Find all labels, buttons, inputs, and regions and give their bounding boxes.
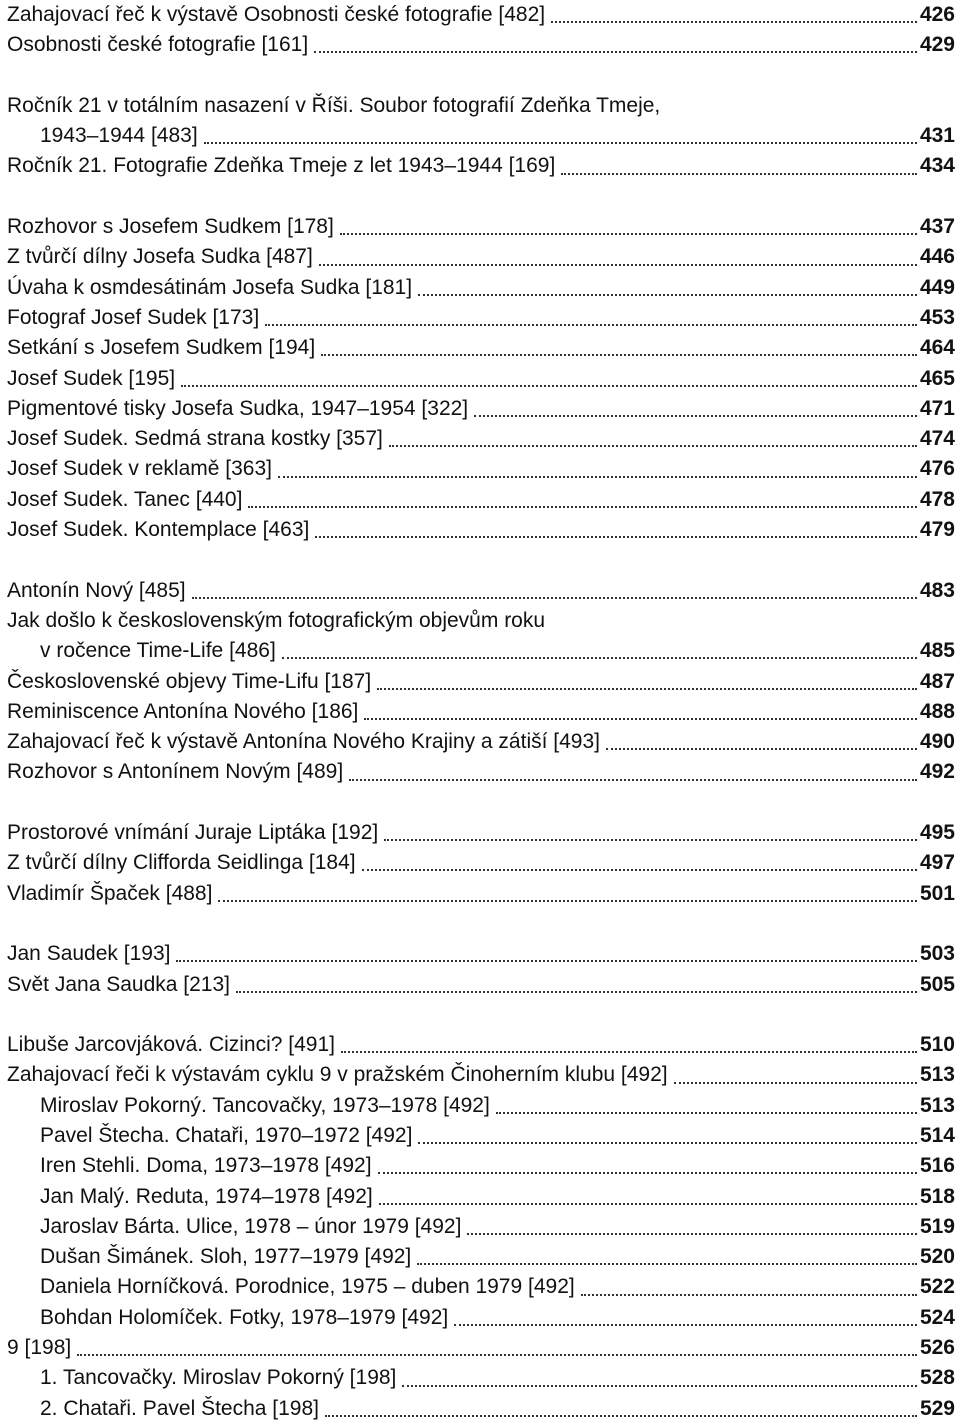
entry-title: Iren Stehli. Doma, 1973–1978 [492] bbox=[40, 1154, 372, 1178]
entry-title: Z tvůrčí dílny Josefa Sudka [487] bbox=[7, 245, 313, 269]
entry-title: Úvaha k osmdesátinám Josefa Sudka [181] bbox=[7, 275, 413, 299]
entry-title: Miroslav Pokorný. Tancovačky, 1973–1978 [492] bbox=[40, 1093, 490, 1117]
page-number: 497 bbox=[919, 851, 955, 875]
page-number: 490 bbox=[919, 730, 955, 754]
section-gap bbox=[7, 545, 955, 575]
page-number: 510 bbox=[919, 1033, 955, 1057]
dot-leader bbox=[265, 324, 917, 326]
toc-entry[interactable] bbox=[7, 212, 955, 242]
entry-title: Daniela Horníčková. Porodnice, 1975 – duben 1979 [492] bbox=[40, 1275, 575, 1299]
entry-title: Pavel Štecha. Chataři, 1970–1972 [492] bbox=[40, 1123, 413, 1147]
toc-section bbox=[7, 91, 955, 182]
toc-entry[interactable] bbox=[7, 1242, 955, 1272]
page-number: 495 bbox=[919, 821, 955, 845]
dot-leader bbox=[379, 1203, 917, 1205]
dot-leader bbox=[581, 1294, 917, 1296]
entry-title: Jan Malý. Reduta, 1974–1978 [492] bbox=[40, 1184, 373, 1208]
entry-title: Rozhovor s Antonínem Novým [489] bbox=[7, 760, 344, 784]
toc-entry-title-line bbox=[7, 606, 955, 636]
page-number: 526 bbox=[919, 1336, 955, 1360]
dot-leader bbox=[418, 1142, 917, 1144]
section-gap bbox=[7, 1000, 955, 1030]
page-number: 514 bbox=[919, 1123, 955, 1147]
entry-title: Československé objevy Time-Lifu [187] bbox=[7, 669, 372, 693]
entry-title: Z tvůrčí dílny Clifforda Seidlinga [184] bbox=[7, 851, 356, 875]
toc-entry[interactable] bbox=[7, 879, 955, 909]
page-number: 522 bbox=[919, 1275, 955, 1299]
dot-leader bbox=[315, 536, 917, 538]
dot-leader bbox=[496, 1112, 917, 1114]
dot-leader bbox=[551, 21, 917, 23]
dot-leader bbox=[378, 1172, 917, 1174]
entry-title: Jan Saudek [193] bbox=[7, 942, 171, 966]
page-number: 478 bbox=[919, 487, 955, 511]
toc-section bbox=[7, 0, 955, 61]
entry-title-first-line: Ročník 21 v totálním nasazení v Říši. Soubor fotografií Zdeňka Tmeje, bbox=[7, 93, 661, 117]
dot-leader bbox=[362, 869, 917, 871]
page-number: 426 bbox=[919, 3, 955, 26]
dot-leader bbox=[377, 688, 917, 690]
page-number: 431 bbox=[919, 124, 955, 148]
entry-title: Rozhovor s Josefem Sudkem [178] bbox=[7, 215, 334, 239]
page-number: 449 bbox=[919, 275, 955, 299]
entry-title: Zahajovací řeč k výstavě Osobnosti české fotografie [482] bbox=[7, 3, 546, 26]
dot-leader bbox=[282, 657, 917, 659]
toc-entry[interactable] bbox=[7, 1212, 955, 1242]
dot-leader bbox=[417, 1263, 917, 1265]
dot-leader bbox=[454, 1324, 917, 1326]
dot-leader bbox=[402, 1385, 917, 1387]
entry-title: Josef Sudek [195] bbox=[7, 366, 176, 390]
toc-entry[interactable] bbox=[7, 576, 955, 606]
toc-section bbox=[7, 1030, 955, 1424]
toc-entry[interactable] bbox=[7, 667, 955, 697]
toc-entry[interactable] bbox=[7, 727, 955, 757]
toc-entry[interactable] bbox=[7, 273, 955, 303]
toc-entry[interactable] bbox=[7, 697, 955, 727]
section-gap bbox=[7, 182, 955, 212]
toc-entry[interactable] bbox=[7, 30, 955, 60]
toc-entry[interactable] bbox=[7, 364, 955, 394]
toc-section bbox=[7, 576, 955, 788]
toc-entry[interactable] bbox=[7, 1394, 955, 1424]
section-gap bbox=[7, 788, 955, 818]
page-number: 519 bbox=[919, 1214, 955, 1238]
entry-title: 2. Chataři. Pavel Štecha [198] bbox=[40, 1396, 319, 1420]
dot-leader bbox=[204, 142, 917, 144]
dot-leader bbox=[389, 445, 917, 447]
page-number: 492 bbox=[919, 760, 955, 784]
dot-leader bbox=[674, 1082, 917, 1084]
entry-title: Josef Sudek. Kontemplace [463] bbox=[7, 518, 310, 542]
toc-section bbox=[7, 939, 955, 1000]
toc-entry[interactable] bbox=[7, 1151, 955, 1181]
page-number: 518 bbox=[919, 1184, 955, 1208]
entry-title: Bohdan Holomíček. Fotky, 1978–1979 [492] bbox=[40, 1305, 449, 1329]
dot-leader bbox=[319, 264, 917, 266]
toc-section bbox=[7, 818, 955, 909]
page-number: 529 bbox=[919, 1396, 955, 1420]
entry-title: Josef Sudek v reklamě [363] bbox=[7, 457, 272, 481]
page-number: 487 bbox=[919, 669, 955, 693]
dot-leader bbox=[314, 51, 917, 53]
toc-entry[interactable] bbox=[7, 1030, 955, 1060]
toc-entry[interactable] bbox=[7, 151, 955, 181]
toc-entry[interactable] bbox=[7, 121, 955, 151]
toc-entry[interactable] bbox=[7, 333, 955, 363]
page-number: 524 bbox=[919, 1305, 955, 1329]
dot-leader bbox=[474, 415, 917, 417]
dot-leader bbox=[364, 718, 917, 720]
dot-leader bbox=[248, 506, 917, 508]
page-number: 520 bbox=[919, 1245, 955, 1269]
page-number: 464 bbox=[919, 336, 955, 360]
section-gap bbox=[7, 909, 955, 939]
toc-entry[interactable] bbox=[7, 939, 955, 969]
entry-title: Josef Sudek. Tanec [440] bbox=[7, 487, 243, 511]
page-number: 453 bbox=[919, 305, 955, 329]
page-number: 516 bbox=[919, 1154, 955, 1178]
dot-leader bbox=[349, 779, 917, 781]
entry-title: Fotograf Josef Sudek [173] bbox=[7, 305, 260, 329]
dot-leader bbox=[325, 1415, 917, 1417]
page-number: 513 bbox=[919, 1093, 955, 1117]
entry-title: Libuše Jarcovjáková. Cizinci? [491] bbox=[7, 1033, 336, 1057]
entry-title: Jaroslav Bárta. Ulice, 1978 – únor 1979 [492] bbox=[40, 1214, 462, 1238]
page-number: 429 bbox=[919, 33, 955, 57]
page-number: 528 bbox=[919, 1366, 955, 1390]
entry-title-first-line: Jak došlo k československým fotografickým objevům roku bbox=[7, 608, 546, 632]
dot-leader bbox=[181, 385, 917, 387]
dot-leader bbox=[467, 1233, 917, 1235]
entry-title: Dušan Šimánek. Sloh, 1977–1979 [492] bbox=[40, 1245, 412, 1269]
toc-entry[interactable] bbox=[7, 636, 955, 666]
dot-leader bbox=[176, 960, 916, 962]
entry-title: Reminiscence Antonína Nového [186] bbox=[7, 699, 359, 723]
page-number: 476 bbox=[919, 457, 955, 481]
dot-leader bbox=[384, 839, 917, 841]
entry-title: Setkání s Josefem Sudkem [194] bbox=[7, 336, 316, 360]
page-number: 483 bbox=[919, 578, 955, 602]
entry-title: Zahajovací řeč k výstavě Antonína Nového Krajiny a zátiší [493] bbox=[7, 730, 600, 754]
dot-leader bbox=[278, 476, 917, 478]
page-number: 479 bbox=[919, 518, 955, 542]
dot-leader bbox=[606, 748, 917, 750]
toc-entry[interactable] bbox=[7, 485, 955, 515]
page-number: 434 bbox=[919, 154, 955, 178]
entry-title: Zahajovací řeči k výstavám cyklu 9 v pražském Činoherním klubu [492] bbox=[7, 1063, 668, 1087]
dot-leader bbox=[236, 991, 917, 993]
toc-entry[interactable] bbox=[7, 1121, 955, 1151]
entry-title: Pigmentové tisky Josefa Sudka, 1947–1954 [322] bbox=[7, 396, 469, 420]
toc-entry[interactable] bbox=[7, 757, 955, 787]
page-number: 471 bbox=[919, 396, 955, 420]
toc-entry[interactable] bbox=[7, 424, 955, 454]
entry-title: Antonín Nový [485] bbox=[7, 578, 186, 602]
toc-entry[interactable] bbox=[7, 1363, 955, 1393]
toc-entry[interactable] bbox=[7, 242, 955, 272]
page-number: 501 bbox=[919, 881, 955, 905]
toc-entry[interactable] bbox=[7, 0, 955, 30]
toc-entry[interactable] bbox=[7, 1303, 955, 1333]
entry-title: v ročence Time-Life [486] bbox=[40, 639, 276, 663]
dot-leader bbox=[418, 294, 917, 296]
toc-entry-title-line bbox=[7, 91, 955, 121]
entry-title: 9 [198] bbox=[7, 1336, 72, 1360]
page-number: 505 bbox=[919, 972, 955, 996]
toc-entry[interactable] bbox=[7, 515, 955, 545]
toc-entry[interactable] bbox=[7, 1333, 955, 1363]
toc-entry[interactable] bbox=[7, 848, 955, 878]
toc-entry[interactable] bbox=[7, 1182, 955, 1212]
entry-title: Osobnosti české fotografie [161] bbox=[7, 33, 309, 57]
entry-title: Vladimír Špaček [488] bbox=[7, 881, 213, 905]
entry-title: Prostorové vnímání Juraje Liptáka [192] bbox=[7, 821, 379, 845]
entry-title: 1. Tancovačky. Miroslav Pokorný [198] bbox=[40, 1366, 397, 1390]
entry-title: Ročník 21. Fotografie Zdeňka Tmeje z let 1943–1944 [169] bbox=[7, 154, 556, 178]
toc-section bbox=[7, 212, 955, 545]
toc-entry[interactable] bbox=[7, 970, 955, 1000]
toc-entry[interactable] bbox=[7, 1060, 955, 1090]
page-number: 446 bbox=[919, 245, 955, 269]
page-number: 437 bbox=[919, 215, 955, 239]
dot-leader bbox=[561, 173, 917, 175]
dot-leader bbox=[341, 1051, 917, 1053]
dot-leader bbox=[77, 1354, 917, 1356]
toc-entry[interactable] bbox=[7, 303, 955, 333]
page-number: 503 bbox=[919, 942, 955, 966]
page-number: 513 bbox=[919, 1063, 955, 1087]
page-number: 488 bbox=[919, 699, 955, 723]
entry-title: Svět Jana Saudka [213] bbox=[7, 972, 230, 996]
toc-entry[interactable] bbox=[7, 1091, 955, 1121]
section-gap bbox=[7, 61, 955, 91]
page-number: 465 bbox=[919, 366, 955, 390]
toc-entry[interactable] bbox=[7, 394, 955, 424]
entry-title: 1943–1944 [483] bbox=[40, 124, 198, 148]
toc-entry[interactable] bbox=[7, 1272, 955, 1302]
toc-entry[interactable] bbox=[7, 818, 955, 848]
dot-leader bbox=[321, 354, 917, 356]
page-number: 485 bbox=[919, 639, 955, 663]
entry-title: Josef Sudek. Sedmá strana kostky [357] bbox=[7, 427, 383, 451]
page-number: 474 bbox=[919, 427, 955, 451]
toc-entry[interactable] bbox=[7, 454, 955, 484]
dot-leader bbox=[218, 900, 917, 902]
dot-leader bbox=[192, 597, 917, 599]
dot-leader bbox=[340, 233, 917, 235]
